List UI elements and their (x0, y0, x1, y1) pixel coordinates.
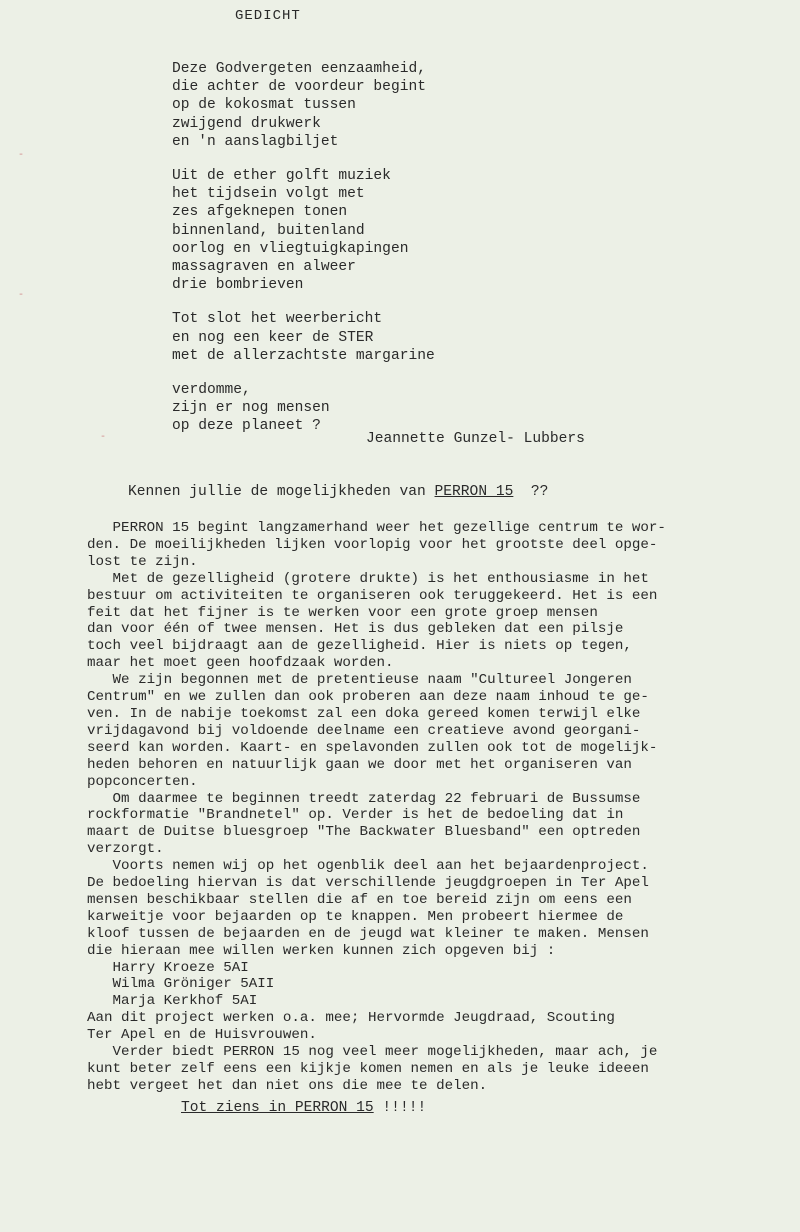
article-line: heden behoren en natuurlijk gaan we door met het organiseren van (87, 756, 632, 773)
margin-mark: - (18, 150, 25, 161)
article-line: lost te zijn. (87, 553, 198, 570)
poem-line: op de kokosmat tussen (172, 97, 356, 114)
poem-line: zes afgeknepen tonen (172, 204, 348, 221)
article-line: verzorgt. (87, 841, 164, 858)
article-line: We zijn begonnen met de pretentieuse naam "Cultureel Jongeren (87, 672, 632, 689)
article-line: Om daarmee te beginnen treedt zaterdag 22 februari de Bussumse (87, 790, 641, 807)
poem-line: Tot slot het weerbericht (172, 311, 383, 328)
article-line: toch veel bijdraagt aan de gezelligheid. Hier is niets op tegen, (87, 638, 632, 655)
poem-line: Deze Godvergeten eenzaamheid, (172, 61, 426, 77)
article-line: die hieraan mee willen werken kunnen zich opgeven bij : (87, 942, 556, 959)
article-line: Verder biedt PERRON 15 nog veel meer mogelijkheden, maar ach, je (87, 1044, 658, 1061)
poem-line: zwijgend drukwerk (172, 115, 321, 132)
poem-line: binnenland, buitenland (172, 222, 365, 239)
article-line: dan voor één of twee mensen. Het is dus gebleken dat een pilsje (87, 621, 624, 638)
article-line: Voorts nemen wij op het ogenblik deel aan het bejaardenproject. (87, 858, 649, 875)
article-line: maart de Duitse bluesgroep "The Backwater Bluesband" een optreden (87, 824, 641, 841)
article-line: Met de gezelligheid (grotere drukte) is het enthousiasme in het (87, 570, 649, 587)
article-line: Centrum" en we zullen dan ook proberen aan deze naam inhoud te ge- (87, 689, 649, 706)
article-line: Ter Apel en de Huisvrouwen. (87, 1027, 317, 1044)
article-line: kunt beter zelf eens een kijkje komen nemen en als je leuke ideeen (87, 1061, 649, 1077)
article-line: popconcerten. (87, 773, 198, 790)
article-line: den. De moeilijkheden lijken voorlopig voor het grootste deel opge- (87, 536, 658, 553)
article-line: mensen beschikbaar stellen die af en toe bereid zijn om eens een (87, 891, 632, 908)
poem-author: Jeannette Gunzel- Lubbers (366, 431, 585, 447)
margin-mark: - (100, 432, 107, 443)
poem-line: op deze planeet ? (172, 418, 321, 435)
poem-line: met de allerzachtste margarine (172, 347, 435, 364)
article-line: rockformatie "Brandnetel" op. Verder is het de bedoeling dat in (87, 807, 624, 824)
poem-line: verdomme, (172, 382, 251, 399)
poem-line: drie bombrieven (172, 277, 304, 294)
article-line: karweitje voor bejaarden op te knappen. Men probeert hiermee de (87, 908, 624, 925)
closing-line (181, 1100, 426, 1116)
article-line: hebt vergeet het dan niet ons die mee te delen. (87, 1077, 488, 1094)
article-line: Wilma Gröniger 5AII (87, 976, 275, 993)
poem-line: massagraven en alweer (172, 259, 356, 276)
article-line: Marja Kerkhof 5AI (87, 993, 258, 1010)
margin-mark: - (18, 290, 25, 301)
poem-stanza (172, 60, 435, 151)
poem-stanza (172, 381, 435, 436)
heading-suffix: ?? (513, 484, 549, 500)
poem-stanza (172, 167, 435, 294)
poem-line: en nog een keer de STER (172, 329, 374, 346)
heading-prefix: Kennen jullie de mogelijkheden van (128, 484, 435, 500)
article-line: PERRON 15 begint langzamerhand weer het gezellige centrum te wor- (87, 520, 666, 536)
poem (172, 60, 435, 452)
closing-underlined: Tot ziens in PERRON 15 (181, 1100, 374, 1116)
poem-line: Uit de ether golft muziek (172, 168, 391, 185)
article-line: seerd kan worden. Kaart- en spelavonden zullen ook tot de mogelijk- (87, 739, 658, 756)
closing-suffix: !!!!! (373, 1100, 427, 1116)
article-line: feit dat het fijner is te werken voor een grote groep mensen (87, 604, 598, 621)
article-line: vrijdagavond bij voldoende deelname een creatieve avond georgani- (87, 722, 641, 739)
article-line: ven. In de nabije toekomst zal een doka gereed komen terwijl elke (87, 705, 641, 722)
poem-stanza (172, 310, 435, 365)
page-title: GEDICHT (235, 8, 301, 24)
poem-line: oorlog en vliegtuigkapingen (172, 240, 409, 257)
article-line: maar het moet geen hoofdzaak worden. (87, 655, 394, 672)
article-line: bestuur om activiteiten te organiseren ook teruggekeerd. Het is een (87, 587, 658, 604)
article-line: kloof tussen de bejaarden en de jeugd wat kleiner te maken. Mensen (87, 925, 649, 942)
article-line: De bedoeling hiervan is dat verschillende jeugdgroepen in Ter Apel (87, 875, 649, 892)
article-body (87, 520, 799, 1095)
poem-line: die achter de voordeur begint (172, 79, 426, 96)
poem-line: en 'n aanslagbiljet (172, 133, 339, 150)
article-line: Harry Kroeze 5AI (87, 959, 249, 976)
poem-line: het tijdsein volgt met (172, 186, 365, 203)
poem-line: zijn er nog mensen (172, 400, 330, 417)
heading-underlined: PERRON 15 (434, 484, 514, 500)
article-heading (128, 484, 548, 500)
article-line: Aan dit project werken o.a. mee; Hervormde Jeugdraad, Scouting (87, 1010, 615, 1027)
